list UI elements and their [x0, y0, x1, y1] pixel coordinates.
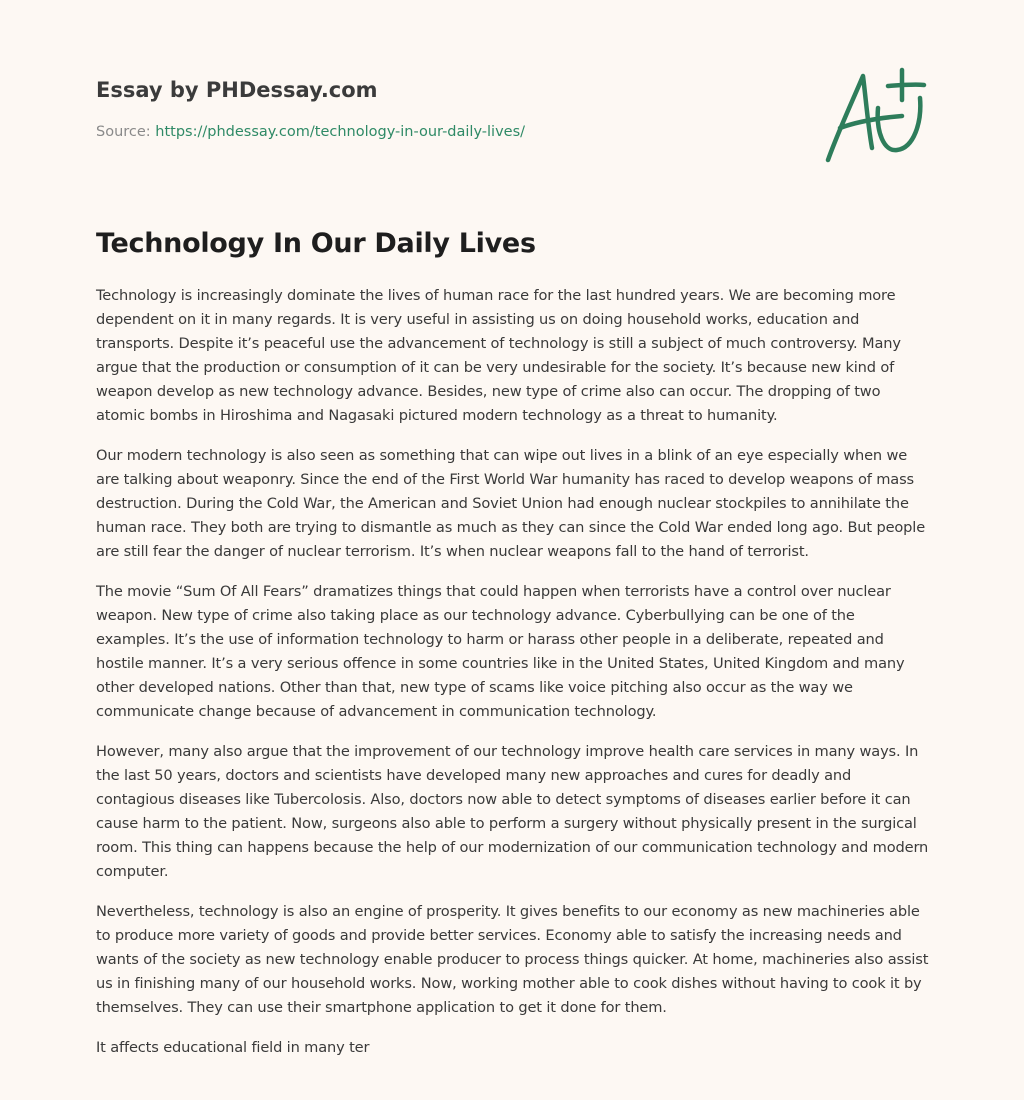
- source-link[interactable]: https://phdessay.com/technology-in-our-daily-lives/: [155, 124, 526, 140]
- article-paragraph: Technology is increasingly dominate the lives of human race for the last hundred years. We are becoming more dependent on it in many regards. It is very useful in assisting us on doing household works, education and transports. Despite it’s peaceful use the advancement of technology is still a subject of much controversy. Many argue that the production or consumption of it can be very undesirable for the society. It’s because new kind of weapon develop as new technology advance. Besides, new type of crime also can occur. The dropping of two atomic bombs in Hiroshima and Nagasaki pictured modern technology as a threat to humanity.: [96, 287, 901, 424]
- site-title: Essay by PHDessay.com: [96, 78, 378, 102]
- article-paragraph: Nevertheless, technology is also an engine of prosperity. It gives benefits to our economy as new machineries able to produce more variety of goods and provide better services. Economy able to satisfy the increasing needs and wants of the society as new technology enable producer to process things quicker. At home, machineries also assist us in finishing many of our household works. Now, working mother able to cook dishes without having to cook it by themselves. They can use their smartphone application to get it done for them.: [96, 903, 929, 1016]
- article-paragraph: The movie “Sum Of All Fears” dramatizes things that could happen when terrorists have a control over nuclear weapon. New type of crime also taking place as our technology advance. Cyberbullying can be one of the examples. It’s the use of information technology to harm or harass other people in a deliberate, repeated and hostile manner. It’s a very serious offence in some countries like in the United States, United Kingdom and many other developed nations. Other than that, new type of scams like voice pitching also occur as the way we communicate change because of advancement in communication technology.: [96, 583, 905, 720]
- page-header: [96, 76, 796, 142]
- article-title: Technology In Our Daily Lives: [96, 228, 536, 259]
- article-paragraph: However, many also argue that the improvement of our technology improve health care services in many ways. In the last 50 years, doctors and scientists have developed many new approaches and cures for deadly and contagious diseases like Tubercolosis. Also, doctors now able to detect symptoms of diseases earlier before it can cause harm to the patient. Now, surgeons also able to perform a surgery without physically present in the surgical room. This thing can happens because the help of our modernization of our communication technology and modern computer.: [96, 743, 929, 880]
- source-line: [96, 122, 796, 142]
- article-body: [96, 284, 932, 1076]
- source-label: Source:: [96, 124, 151, 140]
- article-paragraph: It affects educational field in many ter: [96, 1039, 370, 1056]
- a-plus-grade-icon: [822, 66, 928, 166]
- article-paragraph: Our modern technology is also seen as something that can wipe out lives in a blink of an eye especially when we are talking about weaponry. Since the end of the First World War humanity has raced to develop weapons of mass destruction. During the Cold War, the American and Soviet Union had enough nuclear stockpiles to annihilate the human race. They both are trying to dismantle as much as they can since the Cold War ended long ago. But people are still fear the danger of nuclear terrorism. It’s when nuclear weapons fall to the hand of terrorist.: [96, 447, 926, 560]
